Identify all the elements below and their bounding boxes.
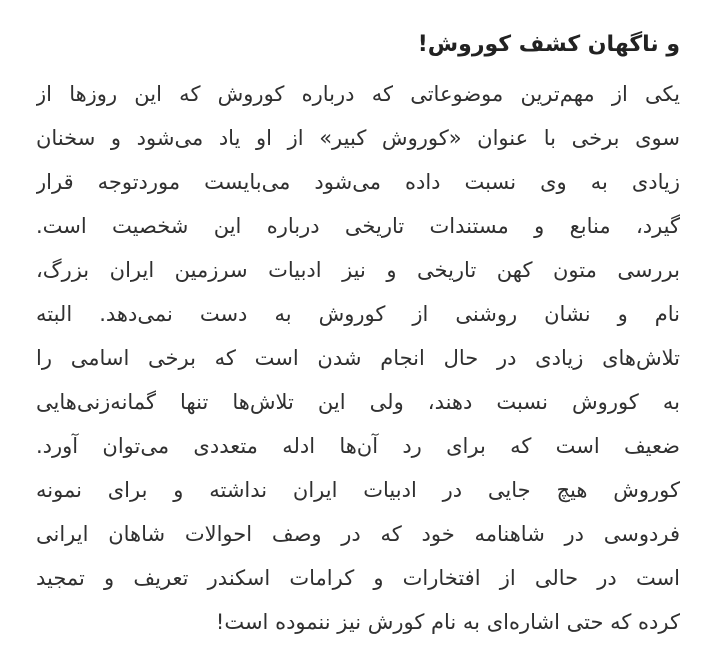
- body-line: بررسی متون کهن تاریخی و نیز ادبیات سرزمین ایران بزرگ،: [36, 258, 680, 282]
- body-line: کرده که حتی اشاره‌ای به نام کورش نیز ننموده است!: [215, 610, 680, 634]
- body-line: به کوروش نسبت دهند، ولی این تلاش‌ها تنها گمانه‌زنی‌هایی: [36, 390, 680, 414]
- body-line: است در حالی از افتخارات و کرامات اسکندر تعریف و تمجید: [36, 566, 680, 590]
- article-title: و ناگهان کشف کوروش!: [417, 32, 680, 57]
- body-line: زیادی به وی نسبت داده می‌شود می‌بایست موردتوجه قرار: [36, 170, 680, 194]
- body-line: فردوسی در شاهنامه خود که در وصف احوالات شاهان ایرانی: [36, 522, 680, 546]
- article-body: [36, 72, 680, 644]
- body-line: ضعیف است که برای رد آن‌ها ادله متعددی می‌توان آورد.: [36, 434, 680, 458]
- body-line: گیرد، منابع و مستندات تاریخی درباره این شخصیت است.: [36, 214, 680, 238]
- body-line: سوی برخی با عنوان «کوروش کبیر» از او یاد می‌شود و سخنان: [36, 126, 680, 150]
- body-line: نام و نشان روشنی از کوروش به دست نمی‌دهد. البته: [36, 302, 680, 326]
- body-line: یکی از مهم‌ترین موضوعاتی که درباره کوروش که این روزها از: [36, 82, 680, 106]
- body-line: کوروش هیچ جایی در ادبیات ایران نداشته و برای نمونه: [36, 478, 680, 502]
- body-line: تلاش‌های زیادی در حال انجام شدن است که برخی اسامی را: [36, 346, 680, 370]
